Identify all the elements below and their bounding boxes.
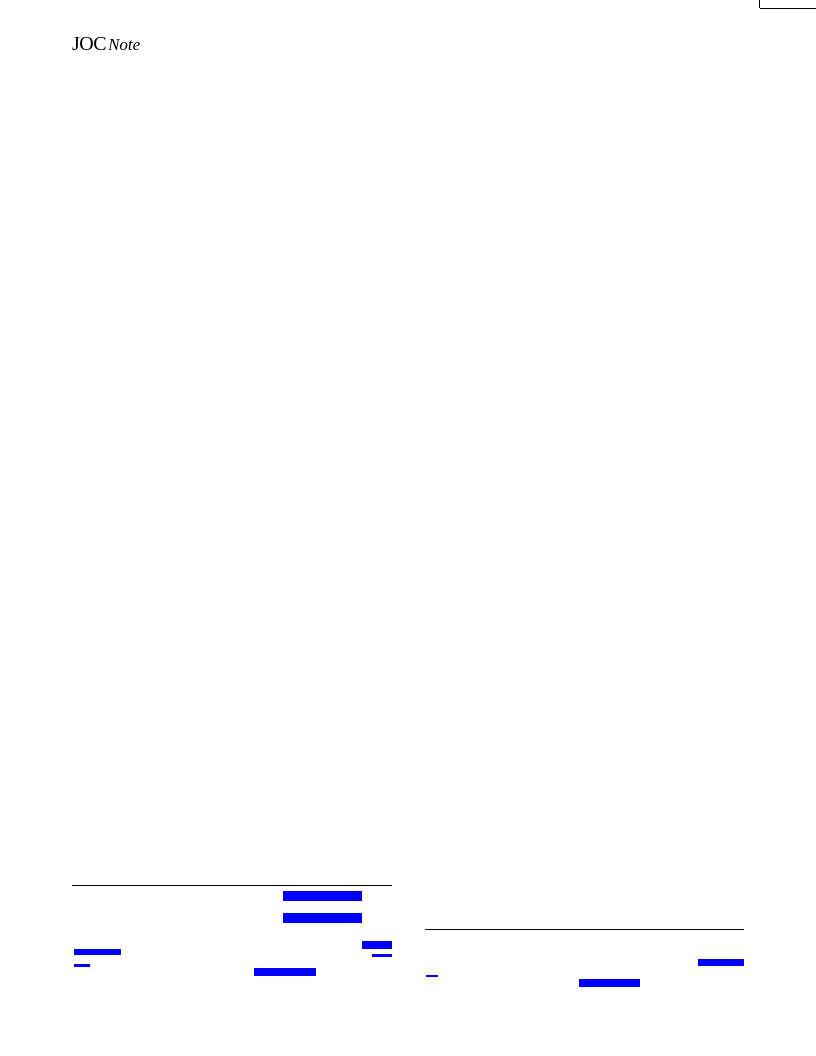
journal-name: JOC: [72, 33, 107, 55]
footnote-link[interactable]: [698, 959, 744, 966]
footnote-link[interactable]: [283, 913, 362, 923]
footnote-link[interactable]: [74, 964, 90, 967]
section-name: Note: [108, 35, 141, 54]
crop-mark: [759, 0, 760, 8]
footnote-rule-left: [72, 885, 392, 886]
footnote-link[interactable]: [372, 954, 392, 957]
footnote-link[interactable]: [74, 949, 121, 955]
footnote-link[interactable]: [579, 979, 640, 987]
footnote-link[interactable]: [426, 975, 438, 977]
footnote-rule-right: [425, 929, 744, 930]
footnote-link[interactable]: [254, 968, 316, 976]
footnote-link[interactable]: [362, 941, 392, 949]
crop-mark-horizontal: [760, 8, 816, 9]
running-header: [72, 34, 140, 54]
footnote-link[interactable]: [283, 891, 362, 901]
